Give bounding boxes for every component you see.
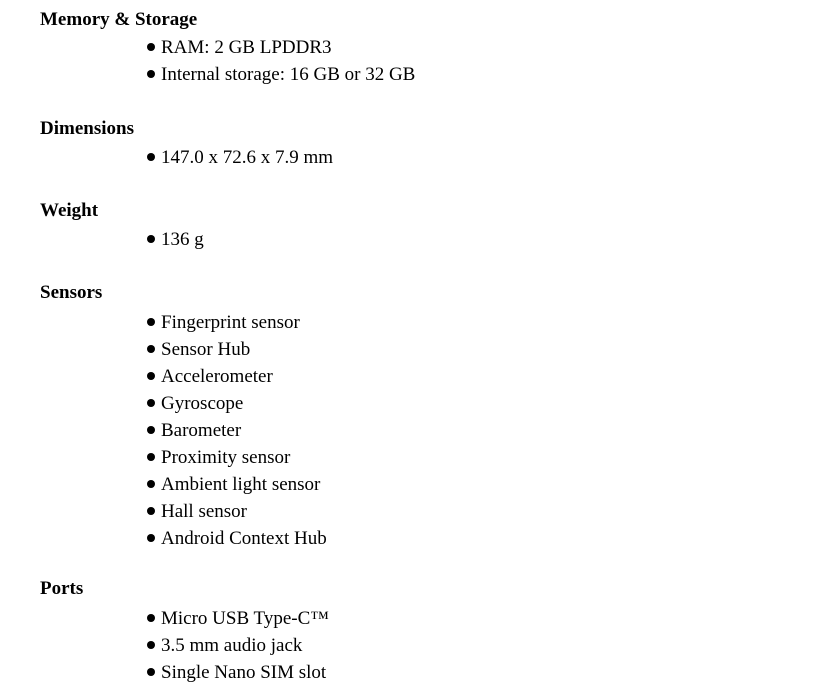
list-item-text: Fingerprint sensor bbox=[161, 312, 300, 333]
list-item-text: 3.5 mm audio jack bbox=[161, 635, 303, 656]
spec-list bbox=[147, 34, 840, 88]
list-item bbox=[147, 605, 840, 632]
bullet-icon bbox=[147, 345, 155, 353]
section-heading: Memory & Storage bbox=[40, 9, 198, 30]
section-heading: Ports bbox=[40, 578, 84, 599]
list-item-text: Gyroscope bbox=[161, 393, 244, 414]
list-item bbox=[147, 525, 840, 552]
bullet-icon bbox=[147, 70, 155, 78]
list-item-text: 147.0 x 72.6 x 7.9 mm bbox=[161, 147, 334, 168]
bullet-icon bbox=[147, 153, 155, 161]
list-item-text: RAM: 2 GB LPDDR3 bbox=[161, 37, 332, 58]
bullet-icon bbox=[147, 372, 155, 380]
list-item-text: Android Context Hub bbox=[161, 528, 327, 549]
bullet-icon bbox=[147, 534, 155, 542]
bullet-icon bbox=[147, 426, 155, 434]
list-item bbox=[147, 34, 840, 61]
list-item-text: Proximity sensor bbox=[161, 447, 291, 468]
spec-list bbox=[147, 144, 840, 171]
section-heading: Weight bbox=[40, 200, 99, 221]
list-item-text: Barometer bbox=[161, 420, 242, 441]
list-item bbox=[147, 363, 840, 390]
section-heading: Dimensions bbox=[40, 118, 134, 139]
section-weight bbox=[40, 200, 840, 253]
bullet-icon bbox=[147, 399, 155, 407]
list-item bbox=[147, 444, 840, 471]
list-item bbox=[147, 61, 840, 88]
bullet-icon bbox=[147, 318, 155, 326]
bullet-icon bbox=[147, 480, 155, 488]
list-item-text: Internal storage: 16 GB or 32 GB bbox=[161, 64, 416, 85]
section-ports bbox=[40, 578, 840, 686]
list-item-text: Micro USB Type-C™ bbox=[161, 608, 329, 629]
list-item-text: Sensor Hub bbox=[161, 339, 251, 360]
list-item-text: Single Nano SIM slot bbox=[161, 662, 327, 683]
bullet-icon bbox=[147, 235, 155, 243]
list-item bbox=[147, 226, 840, 253]
list-item bbox=[147, 498, 840, 525]
bullet-icon bbox=[147, 614, 155, 622]
list-item-text: Hall sensor bbox=[161, 501, 248, 522]
spec-list bbox=[147, 226, 840, 253]
bullet-icon bbox=[147, 641, 155, 649]
bullet-icon bbox=[147, 453, 155, 461]
section-sensors bbox=[40, 282, 840, 552]
list-item bbox=[147, 659, 840, 686]
list-item bbox=[147, 417, 840, 444]
list-item bbox=[147, 309, 840, 336]
list-item-text: Ambient light sensor bbox=[161, 474, 321, 495]
list-item bbox=[147, 336, 840, 363]
list-item bbox=[147, 144, 840, 171]
section-heading: Sensors bbox=[40, 282, 103, 303]
list-item bbox=[147, 471, 840, 498]
list-item bbox=[147, 632, 840, 659]
bullet-icon bbox=[147, 507, 155, 515]
bullet-icon bbox=[147, 668, 155, 676]
section-dimensions bbox=[40, 118, 840, 171]
spec-list bbox=[147, 309, 840, 552]
section-memory-storage bbox=[40, 9, 840, 88]
bullet-icon bbox=[147, 43, 155, 51]
spec-list bbox=[147, 605, 840, 686]
list-item bbox=[147, 390, 840, 417]
list-item-text: 136 g bbox=[161, 229, 204, 250]
list-item-text: Accelerometer bbox=[161, 366, 273, 387]
